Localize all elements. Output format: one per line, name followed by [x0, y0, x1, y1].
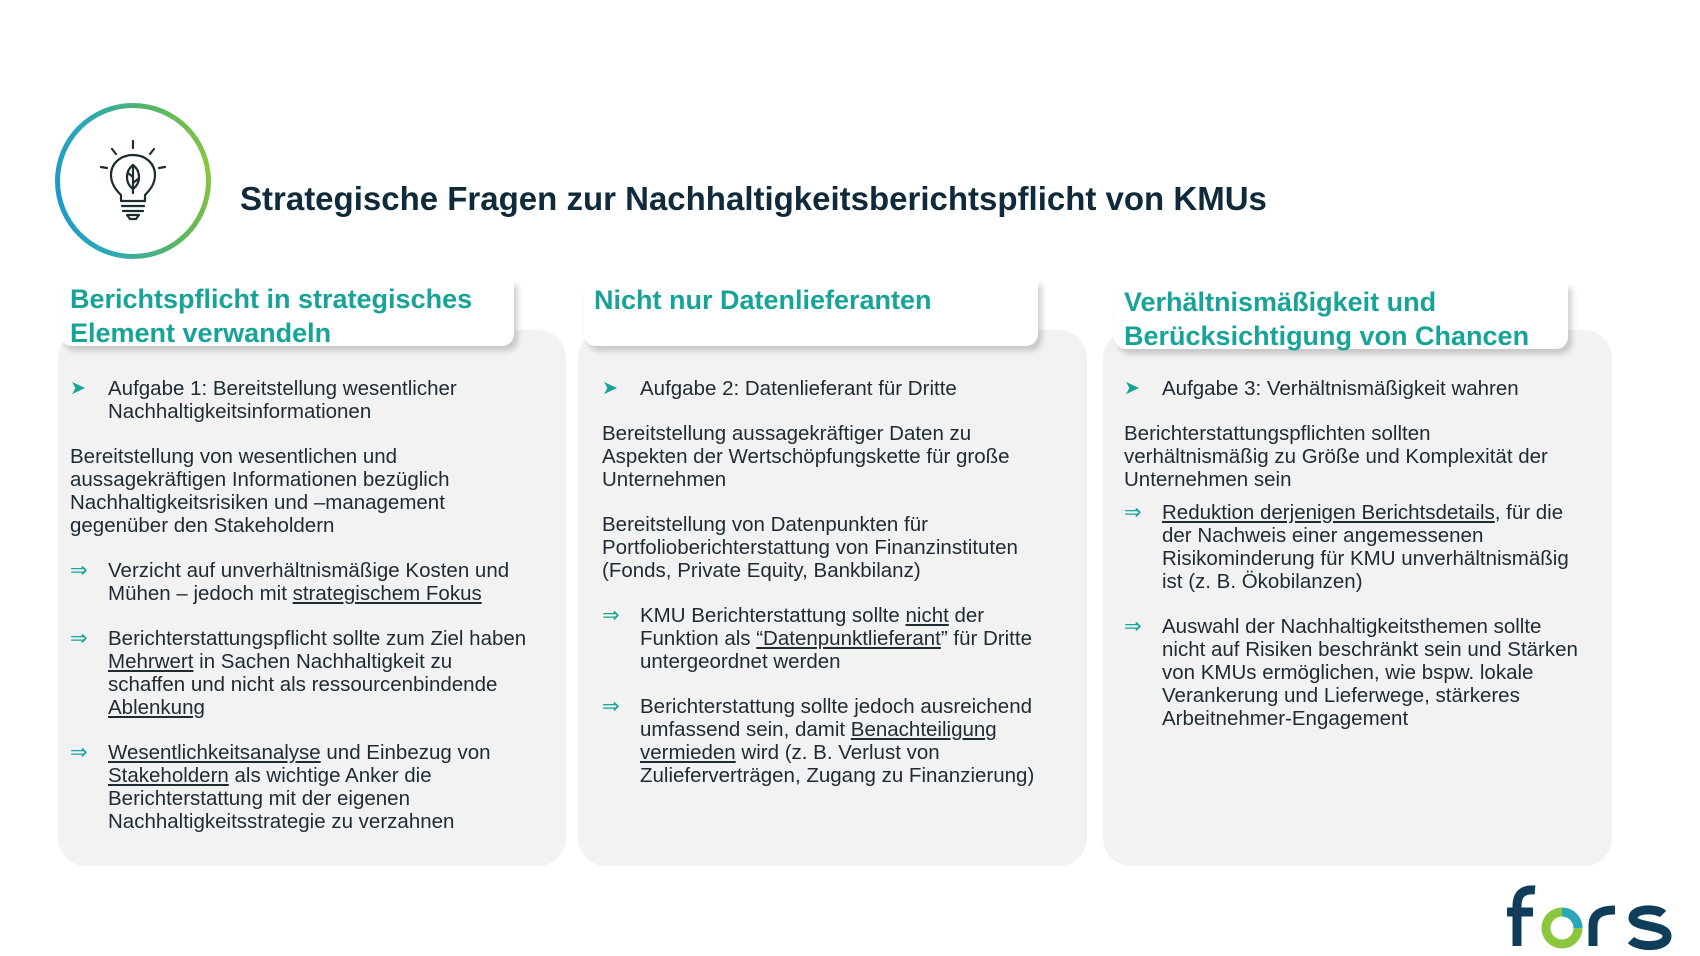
card-header-berichtspflicht [60, 280, 514, 346]
fors-logo [1505, 880, 1675, 950]
card-header-verhaeltnismaessigkeit [1114, 283, 1568, 349]
double-arrow-icon: ⇒ [602, 695, 620, 718]
underlined-term: nicht [905, 604, 949, 627]
underlined-term: Mehrwert [108, 650, 194, 673]
task-item [70, 377, 560, 423]
list-item: ⇒ Reduktion derjenigen Berichtsdetails, für die der Nachweis einer angemessenen Risikominderung für KMU unverhältnismäßig ist (z. B. Ökobilanzen) [1124, 501, 1569, 593]
list-item: ⇒ Berichterstattungspflicht sollte zum Ziel haben Mehrwert in Sachen Nachhaltigkeit zu schaffen und nicht als ressourcenbindende Ablenkung [70, 627, 527, 719]
underlined-term: Ablenkung [108, 696, 205, 719]
double-arrow-icon: ⇒ [1124, 501, 1142, 524]
task-line: Aufgabe 1: Bereitstellung wesentlicher [108, 377, 457, 400]
list-item: ⇒ Verzicht auf unverhältnismäßige Kosten und Mühen – jedoch mit strategischem Fokus [70, 559, 510, 605]
lightbulb-leaf-icon [95, 139, 171, 223]
card-header-line: Berichtspflicht in strategisches [70, 284, 473, 314]
task-line: Aufgabe 2: Datenlieferant für Dritte [640, 377, 957, 400]
lightbulb-badge-inner [60, 108, 206, 254]
underlined-term: Reduktion derjenigen Berichtsdetails [1162, 501, 1495, 524]
list-item: ⇒ Wesentlichkeitsanalyse und Einbezug von Stakeholdern als wichtige Anker die Berichterstattung mit der eigenen Nachhaltigkeitsstrategie zu verzahnen [70, 741, 491, 833]
card-header-datenlieferanten [584, 280, 1038, 346]
card-body-verhaeltnismaessigkeit [1124, 377, 1608, 730]
card-header-line: Nicht nur Datenlieferanten [594, 285, 932, 315]
task-item [602, 377, 1082, 400]
list-item: ⇒ KMU Berichterstattung sollte nicht der Funktion als “Datenpunktlieferant” für Dritte untergeordnet werden [602, 604, 1032, 673]
triangle-bullet-icon: ➤ [602, 378, 618, 399]
task-line: Nachhaltigkeitsinformationen [108, 400, 372, 423]
paragraph: Bereitstellung von wesentlichen und aussagekräftigen Informationen bezüglich Nachhaltigkeitsrisiken und –management gegenüber den Stakeholdern [70, 445, 450, 537]
page-title: Strategische Fragen zur Nachhaltigkeitsberichtspflicht von KMUs [240, 180, 1267, 217]
double-arrow-icon: ⇒ [70, 627, 88, 650]
paragraph: Bereitstellung aussagekräftiger Daten zu Aspekten der Wertschöpfungskette für große Unternehmen [602, 422, 1010, 491]
lightbulb-badge [55, 103, 211, 259]
underlined-term: Benachteiligung [850, 718, 997, 741]
double-arrow-icon: ⇒ [1124, 615, 1142, 638]
paragraph: Bereitstellung von Datenpunkten für Portfolioberichterstattung von Finanzinstituten (Fonds, Private Equity, Bankbilanz) [602, 513, 1018, 582]
card-header-line: Berücksichtigung von Chancen [1124, 321, 1530, 351]
list-item: ⇒ Berichterstattung sollte jedoch ausreichend umfassend sein, damit Benachteiligung vermieden wird (z. B. Verlust von Zulieferverträgen, Zugang zu Finanzierung) [602, 695, 1035, 787]
underlined-term: Stakeholdern [108, 764, 229, 787]
double-arrow-icon: ⇒ [70, 741, 88, 764]
double-arrow-icon: ⇒ [602, 604, 620, 627]
triangle-bullet-icon: ➤ [70, 378, 86, 399]
underlined-term: “Datenpunktlieferant [756, 627, 941, 650]
card-header-line: Element verwandeln [70, 318, 332, 348]
double-arrow-icon: ⇒ [70, 559, 88, 582]
triangle-bullet-icon: ➤ [1124, 378, 1140, 399]
underlined-term: strategischem Fokus [292, 582, 482, 605]
underlined-term: vermieden [640, 741, 736, 764]
card-header-line: Verhältnismäßigkeit und [1124, 287, 1437, 317]
task-line: Aufgabe 3: Verhältnismäßigkeit wahren [1162, 377, 1519, 400]
underlined-term: Wesentlichkeitsanalyse [108, 741, 321, 764]
card-body-datenlieferanten [602, 377, 1082, 787]
task-item [1124, 377, 1608, 400]
list-item: ⇒ Auswahl der Nachhaltigkeitsthemen sollte nicht auf Risiken beschränkt sein und Stärken von KMUs ermöglichen, wie bspw. lokale Verankerung und Lieferwege, stärkeres Arbeitnehmer-Engagement [1124, 615, 1578, 730]
paragraph: Berichterstattungspflichten sollten verhältnismäßig zu Größe und Komplexität der Unternehmen sein [1124, 422, 1548, 491]
card-body-berichtspflicht [70, 377, 560, 833]
